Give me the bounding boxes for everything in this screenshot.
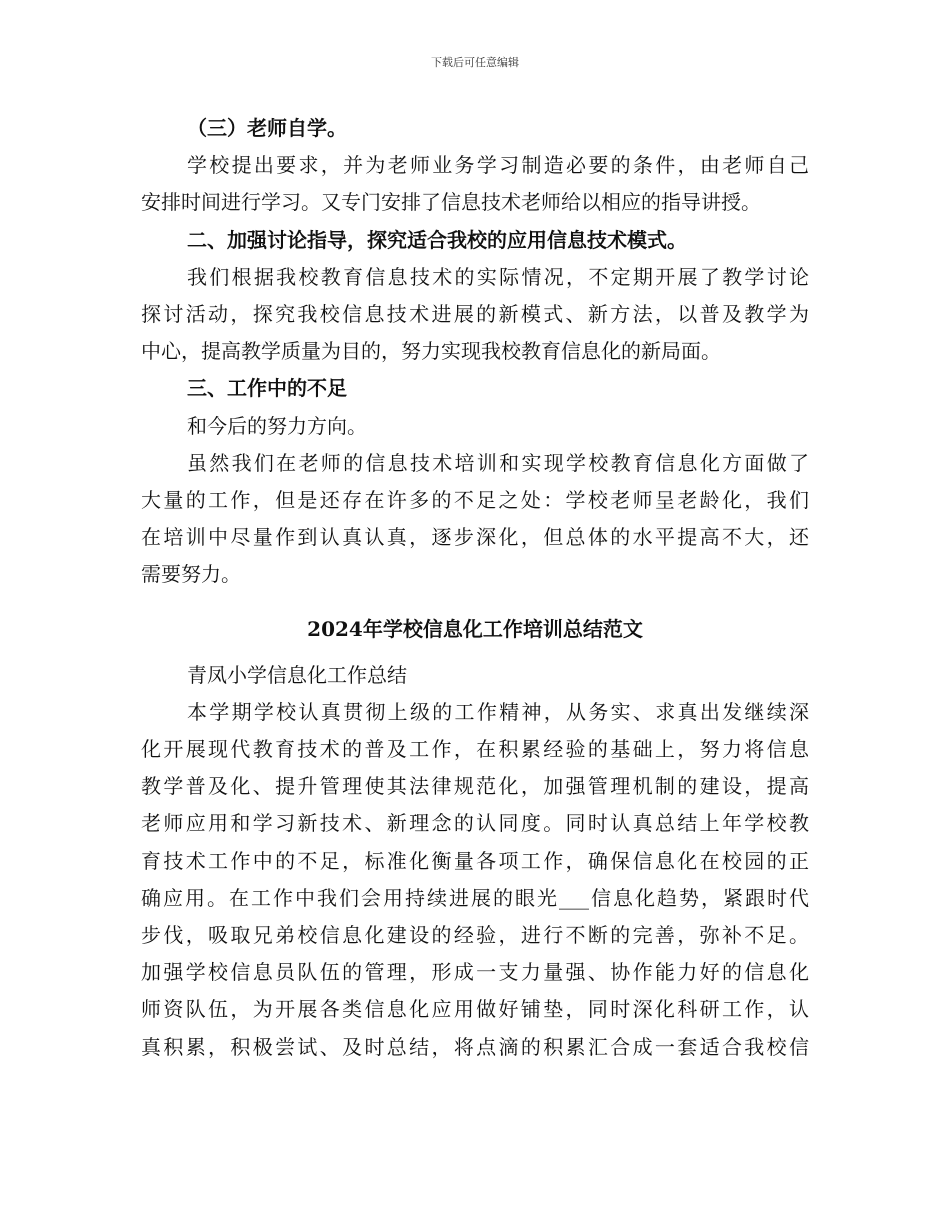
paragraph-line: 在培训中尽量作到认真认真，逐步深化，但总体的水平提高不大，还 bbox=[141, 525, 809, 550]
paragraph-line: 真积累，积极尝试、及时总结，将点滴的积累汇合成一套适合我校信 bbox=[141, 1034, 809, 1059]
paragraph-line: 中心，提高教学质量为目的，努力实现我校教育信息化的新局面。 bbox=[141, 339, 721, 364]
paragraph-line: 虽然我们在老师的信息技术培训和实现学校教育信息化方面做了 bbox=[187, 450, 809, 475]
section-heading-self-study: （三）老师自学。 bbox=[187, 116, 347, 140]
paragraph-line: 我们根据我校教育信息技术的实际情况，不定期开展了教学讨论 bbox=[187, 264, 809, 289]
paragraph-line: 确应用。在工作中我们会用持续进展的眼光___信息化趋势，紧跟时代 bbox=[141, 885, 809, 910]
section-heading-2: 二、加强讨论指导，探究适合我校的应用信息技术模式。 bbox=[187, 227, 687, 252]
section-heading-3: 三、工作中的不足 bbox=[187, 376, 347, 401]
section-heading-3-continuation: 和今后的努力方向。 bbox=[187, 413, 367, 438]
paragraph-line: 育技术工作中的不足，标准化衡量各项工作，确保信息化在校园的正 bbox=[141, 848, 809, 873]
paragraph-line: 师资队伍，为开展各类信息化应用做好铺垫，同时深化科研工作，认 bbox=[141, 997, 809, 1022]
document-body bbox=[141, 110, 809, 1066]
article-subtitle: 青凤小学信息化工作总结 bbox=[187, 662, 407, 687]
paragraph-line: 探讨活动，探究我校信息技术进展的新模式、新方法，以普及教学为 bbox=[141, 301, 809, 326]
paragraph-line: 需要努力。 bbox=[141, 562, 241, 587]
paragraph-line: 加强学校信息员队伍的管理，形成一支力量强、协作能力好的信息化 bbox=[141, 960, 809, 985]
paragraph-line: 步伐，吸取兄弟校信息化建设的经验，进行不断的完善，弥补不足。 bbox=[141, 922, 809, 947]
header-note: 下载后可任意编辑 bbox=[431, 56, 519, 69]
paragraph-line: 学校提出要求，并为老师业务学习制造必要的条件，由老师自己 bbox=[187, 153, 809, 178]
paragraph-line: 老师应用和学习新技术、新理念的认同度。同时认真总结上年学校教 bbox=[141, 811, 809, 836]
article-title: 2024年学校信息化工作培训总结范文 bbox=[307, 617, 643, 642]
paragraph-line: 安排时间进行学习。又专门安排了信息技术老师给以相应的指导讲授。 bbox=[141, 190, 761, 215]
paragraph-line: 大量的工作，但是还存在许多的不足之处：学校老师呈老龄化，我们 bbox=[141, 487, 809, 512]
paragraph-line: 本学期学校认真贯彻上级的工作精神，从务实、求真出发继续深 bbox=[187, 699, 809, 724]
paragraph-line: 教学普及化、提升管理使其法律规范化，加强管理机制的建设，提高 bbox=[141, 774, 809, 799]
paragraph-line: 化开展现代教育技术的普及工作，在积累经验的基础上，努力将信息 bbox=[141, 737, 809, 761]
